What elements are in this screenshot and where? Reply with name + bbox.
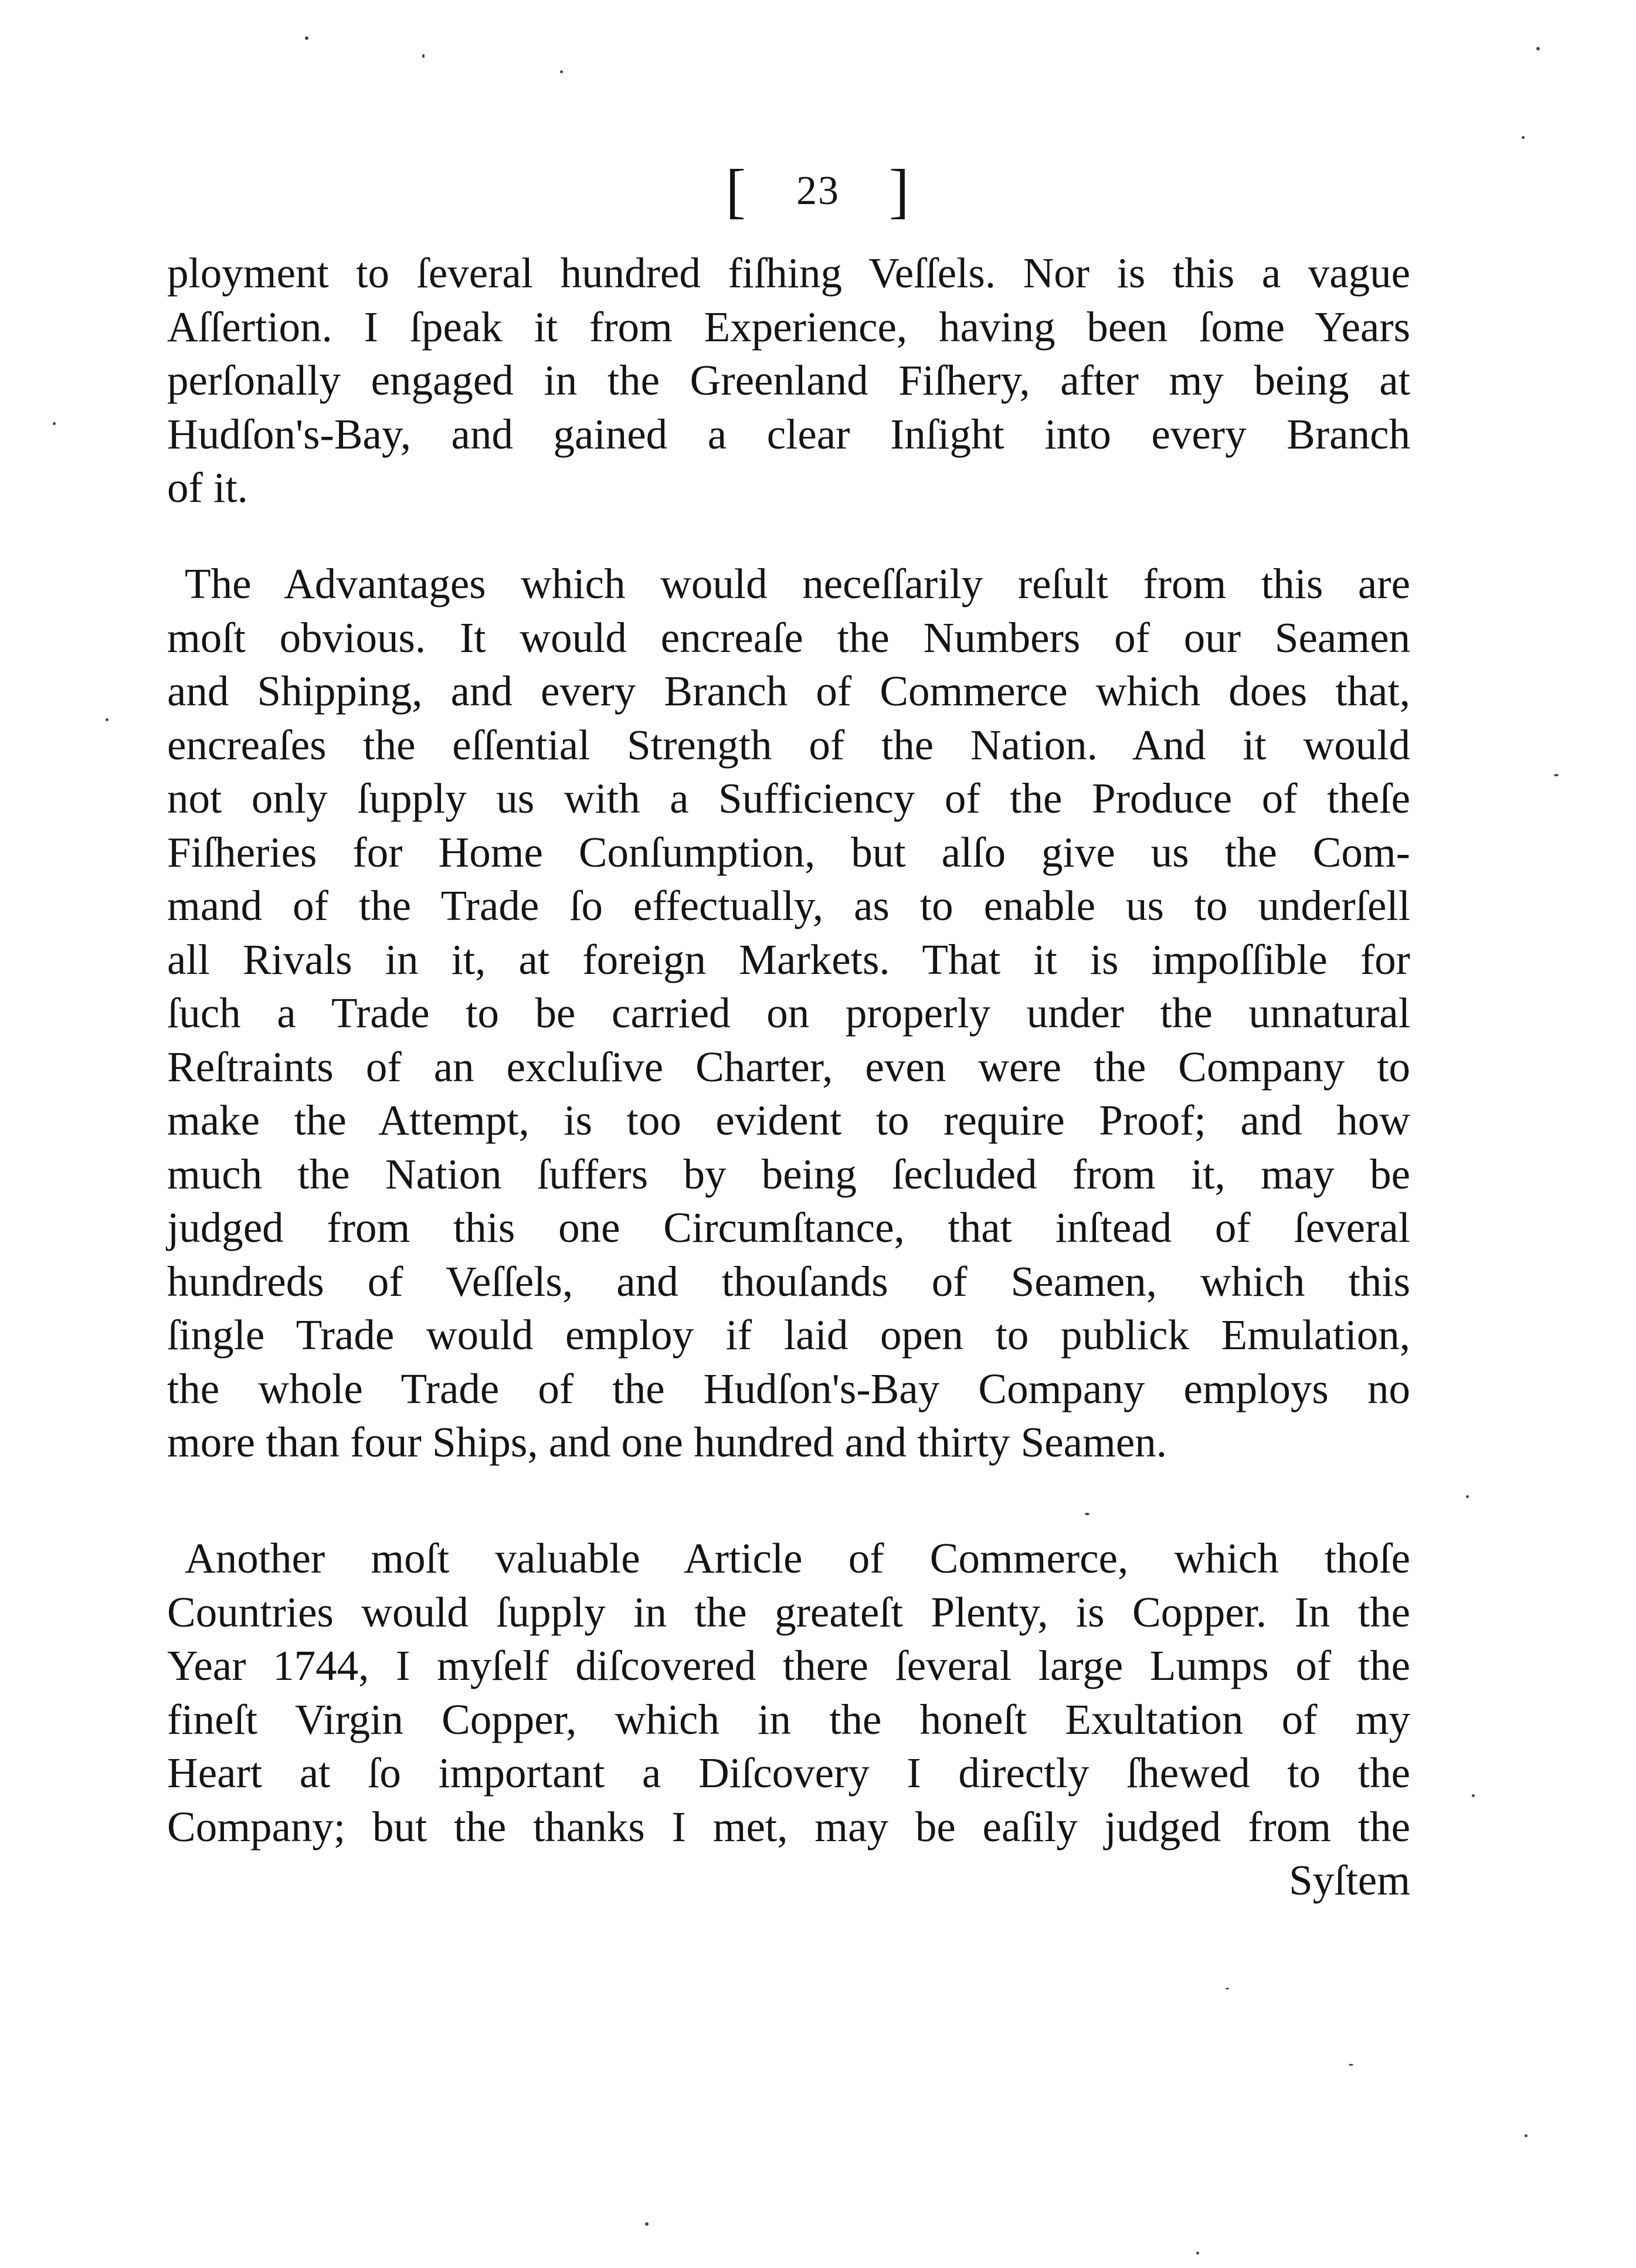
text-line: ſuch a Trade to be carried on properly under the unnatural	[167, 989, 1410, 1037]
text-line: make the Attempt, is too evident to require Proof; and how	[167, 1096, 1410, 1144]
right-bracket: ]	[889, 157, 911, 225]
paper-speck	[1525, 2134, 1528, 2137]
paper-speck	[1196, 2252, 1199, 2255]
text-line: Fiſheries for Home Conſumption, but alſo give us the Com-	[167, 828, 1410, 876]
paper-speck	[1349, 2064, 1353, 2066]
text-line: much the Nation ſuffers by being ſecluded from it, may be	[167, 1150, 1410, 1198]
text-line: mand of the Trade ſo effectually, as to enable us to underſell	[167, 882, 1410, 929]
paper-speck	[1466, 1495, 1469, 1498]
text-line: moſt obvious. It would encreaſe the Numbers of our Seamen	[167, 613, 1410, 661]
catchword: Syſtem	[1289, 1856, 1410, 1904]
text-line: ployment to ſeveral hundred fiſhing Veſſels. Nor is this a vague	[167, 249, 1410, 297]
text-line: Year 1744, I myſelf diſcovered there ſeveral large Lumps of the	[167, 1642, 1410, 1689]
text-line: Company; but the thanks I met, may be eaſily judged from the	[167, 1802, 1410, 1851]
text-line: Heart at ſo important a Diſcovery I directly ſhewed to the	[167, 1749, 1410, 1797]
paper-speck	[1226, 1988, 1229, 1989]
text-line: hundreds of Veſſels, and thouſands of Seamen, which this	[167, 1257, 1410, 1305]
page-header	[0, 157, 1636, 225]
text-line: perſonally engaged in the Greenland Fiſhery, after my being at	[167, 357, 1410, 404]
text-line: Aſſertion. I ſpeak it from Experience, having been ſome Years	[167, 303, 1410, 351]
paper-speck	[1536, 47, 1540, 50]
text-line: not only ſupply us with a Sufficiency of the Produce of theſe	[167, 775, 1410, 822]
paper-speck	[645, 2222, 649, 2226]
page-number: 23	[796, 168, 840, 213]
paper-speck	[106, 718, 108, 721]
text-line: Hudſon's-Bay, and gained a clear Inſight into every Branch	[167, 410, 1410, 458]
paper-speck	[1554, 774, 1559, 776]
text-line: fineſt Virgin Copper, which in the honeſt Exultation of my	[167, 1695, 1410, 1743]
text-line: all Rivals in it, at foreign Markets. That it is impoſſible for	[167, 935, 1410, 983]
text-line: Countries would ſupply in the greateſt Plenty, is Copper. In the	[167, 1588, 1410, 1636]
text-line: the whole Trade of the Hudſon's-Bay Company employs no	[167, 1364, 1410, 1413]
paper-speck	[305, 36, 308, 40]
paper-speck	[560, 70, 563, 73]
text-line: judged from this one Circumſtance, that inſtead of ſeveral	[167, 1204, 1410, 1251]
left-bracket: [	[725, 157, 747, 225]
paper-speck	[1085, 1513, 1089, 1515]
paper-speck	[53, 422, 56, 425]
text-line: The Advantages which would neceſſarily reſult from this are	[185, 560, 1410, 607]
text-line: encreaſes the eſſential Strength of the Nation. And it would	[167, 721, 1410, 769]
text-line: and Shipping, and every Branch of Commerce which does that,	[167, 667, 1410, 715]
paragraph-1	[167, 246, 1410, 515]
text-line: of it.	[167, 464, 248, 511]
text-line: more than four Ships, and one hundred and thirty Seamen.	[167, 1418, 1167, 1466]
paper-speck	[422, 54, 425, 58]
text-line: ſingle Trade would employ if laid open to publick Emulation,	[167, 1311, 1410, 1359]
text-line: Reſtraints of an excluſive Charter, even were the Company to	[167, 1043, 1410, 1091]
paper-speck	[1522, 136, 1525, 139]
text-line: Another moſt valuable Article of Commerce, which thoſe	[185, 1534, 1410, 1582]
paragraph-2	[167, 557, 1410, 1469]
paper-speck	[1472, 1794, 1475, 1797]
paragraph-3	[167, 1532, 1410, 1907]
